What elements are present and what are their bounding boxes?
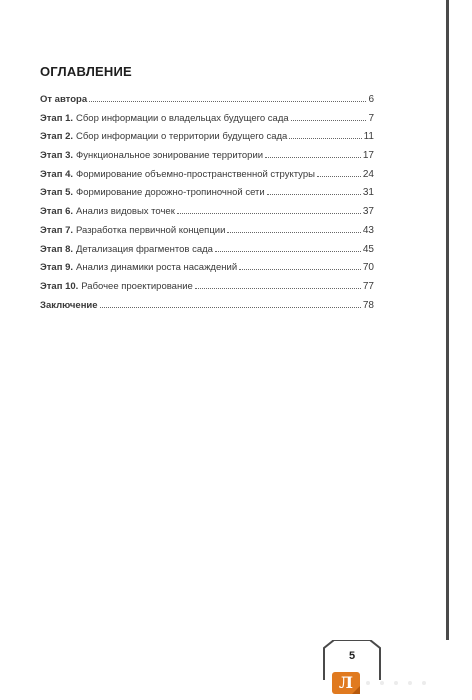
- toc-page-number: 70: [362, 262, 374, 274]
- toc-entry-title: Функциональное зонирование территории: [76, 150, 264, 162]
- toc-page-number: 11: [363, 131, 374, 143]
- toc-row-stage-10: [40, 281, 374, 300]
- toc-row-stage-6: [40, 206, 374, 225]
- toc-page-number: 43: [362, 224, 374, 236]
- toc-leader: [227, 232, 361, 233]
- logo-letter: Л: [338, 673, 354, 692]
- watermark-dot: [422, 681, 426, 685]
- toc-stage-label: Этап 2.: [40, 131, 73, 143]
- toc-leader: [289, 138, 361, 139]
- toc-stage-label: Этап 9.: [40, 262, 73, 274]
- toc-row-stage-5: [40, 187, 374, 206]
- toc-page-number: 17: [362, 150, 374, 162]
- toc-stage-label: Заключение: [40, 299, 98, 311]
- toc-row-stage-3: [40, 150, 374, 169]
- toc-leader: [195, 288, 361, 289]
- watermark-dots: [366, 676, 456, 690]
- toc-page-number: 6: [368, 94, 374, 105]
- toc-page-number: 77: [362, 280, 374, 292]
- toc-row-conclusion: [40, 300, 374, 319]
- toc-leader: [267, 194, 361, 195]
- toc-leader: [100, 307, 361, 308]
- toc-page-number: 24: [362, 168, 374, 180]
- toc-leader: [239, 269, 361, 270]
- toc-entry-title: Анализ видовых точек: [76, 206, 175, 218]
- toc-leader: [317, 176, 361, 177]
- toc-leader: [215, 251, 361, 252]
- page-number: 5: [348, 650, 356, 662]
- watermark-dot: [380, 681, 384, 685]
- toc-entry-title: Сбор информации о владельцах будущего сада: [76, 112, 289, 124]
- toc-row-author: [40, 94, 374, 113]
- toc-entry-title: Разработка первичной концепции: [76, 224, 226, 236]
- logo-fold-corner: [352, 686, 360, 694]
- toc-page-number: 7: [368, 112, 374, 124]
- toc-leader: [265, 157, 361, 158]
- toc-stage-label: Этап 4.: [40, 168, 73, 180]
- toc-leader: [291, 120, 367, 121]
- toc-entry-title: Детализация фрагментов сада: [76, 243, 213, 255]
- watermark-dot: [394, 681, 398, 685]
- publisher-logo: [332, 672, 360, 694]
- toc-stage-label: Этап 6.: [40, 206, 73, 218]
- toc-row-stage-4: [40, 169, 374, 188]
- toc-stage-label: Этап 7.: [40, 224, 73, 236]
- page-edge-rule: [446, 0, 449, 640]
- table-of-contents: [40, 94, 374, 318]
- toc-stage-label: От автора: [40, 94, 88, 105]
- toc-stage-label: Этап 5.: [40, 187, 73, 199]
- toc-row-stage-1: [40, 113, 374, 132]
- toc-row-stage-8: [40, 244, 374, 263]
- toc-row-stage-9: [40, 262, 374, 281]
- toc-row-stage-7: [40, 225, 374, 244]
- toc-entry-title: Анализ динамики роста насаждений: [76, 262, 238, 274]
- watermark-dot: [366, 681, 370, 685]
- toc-entry-title: Формирование дорожно-тропиночной сети: [76, 187, 265, 199]
- toc-stage-label: Этап 10.: [40, 280, 79, 292]
- toc-stage-label: Этап 3.: [40, 150, 73, 162]
- toc-page-number: 37: [362, 206, 374, 218]
- toc-entry-title: Рабочее проектирование: [81, 280, 193, 292]
- toc-page-number: 45: [362, 243, 374, 255]
- toc-leader: [89, 101, 366, 102]
- toc-leader: [177, 213, 361, 214]
- toc-entry-title: Сбор информации о территории будущего сада: [76, 131, 288, 143]
- watermark-dot: [408, 681, 412, 685]
- toc-heading: ОГЛАВЛЕНИЕ: [40, 64, 132, 79]
- toc-page-number: 31: [362, 187, 374, 199]
- toc-page-number: 78: [362, 299, 374, 311]
- toc-entry-title: Формирование объемно-пространственной структуры: [76, 168, 315, 180]
- toc-stage-label: Этап 1.: [40, 112, 73, 124]
- toc-stage-label: Этап 8.: [40, 243, 73, 255]
- toc-row-stage-2: [40, 131, 374, 150]
